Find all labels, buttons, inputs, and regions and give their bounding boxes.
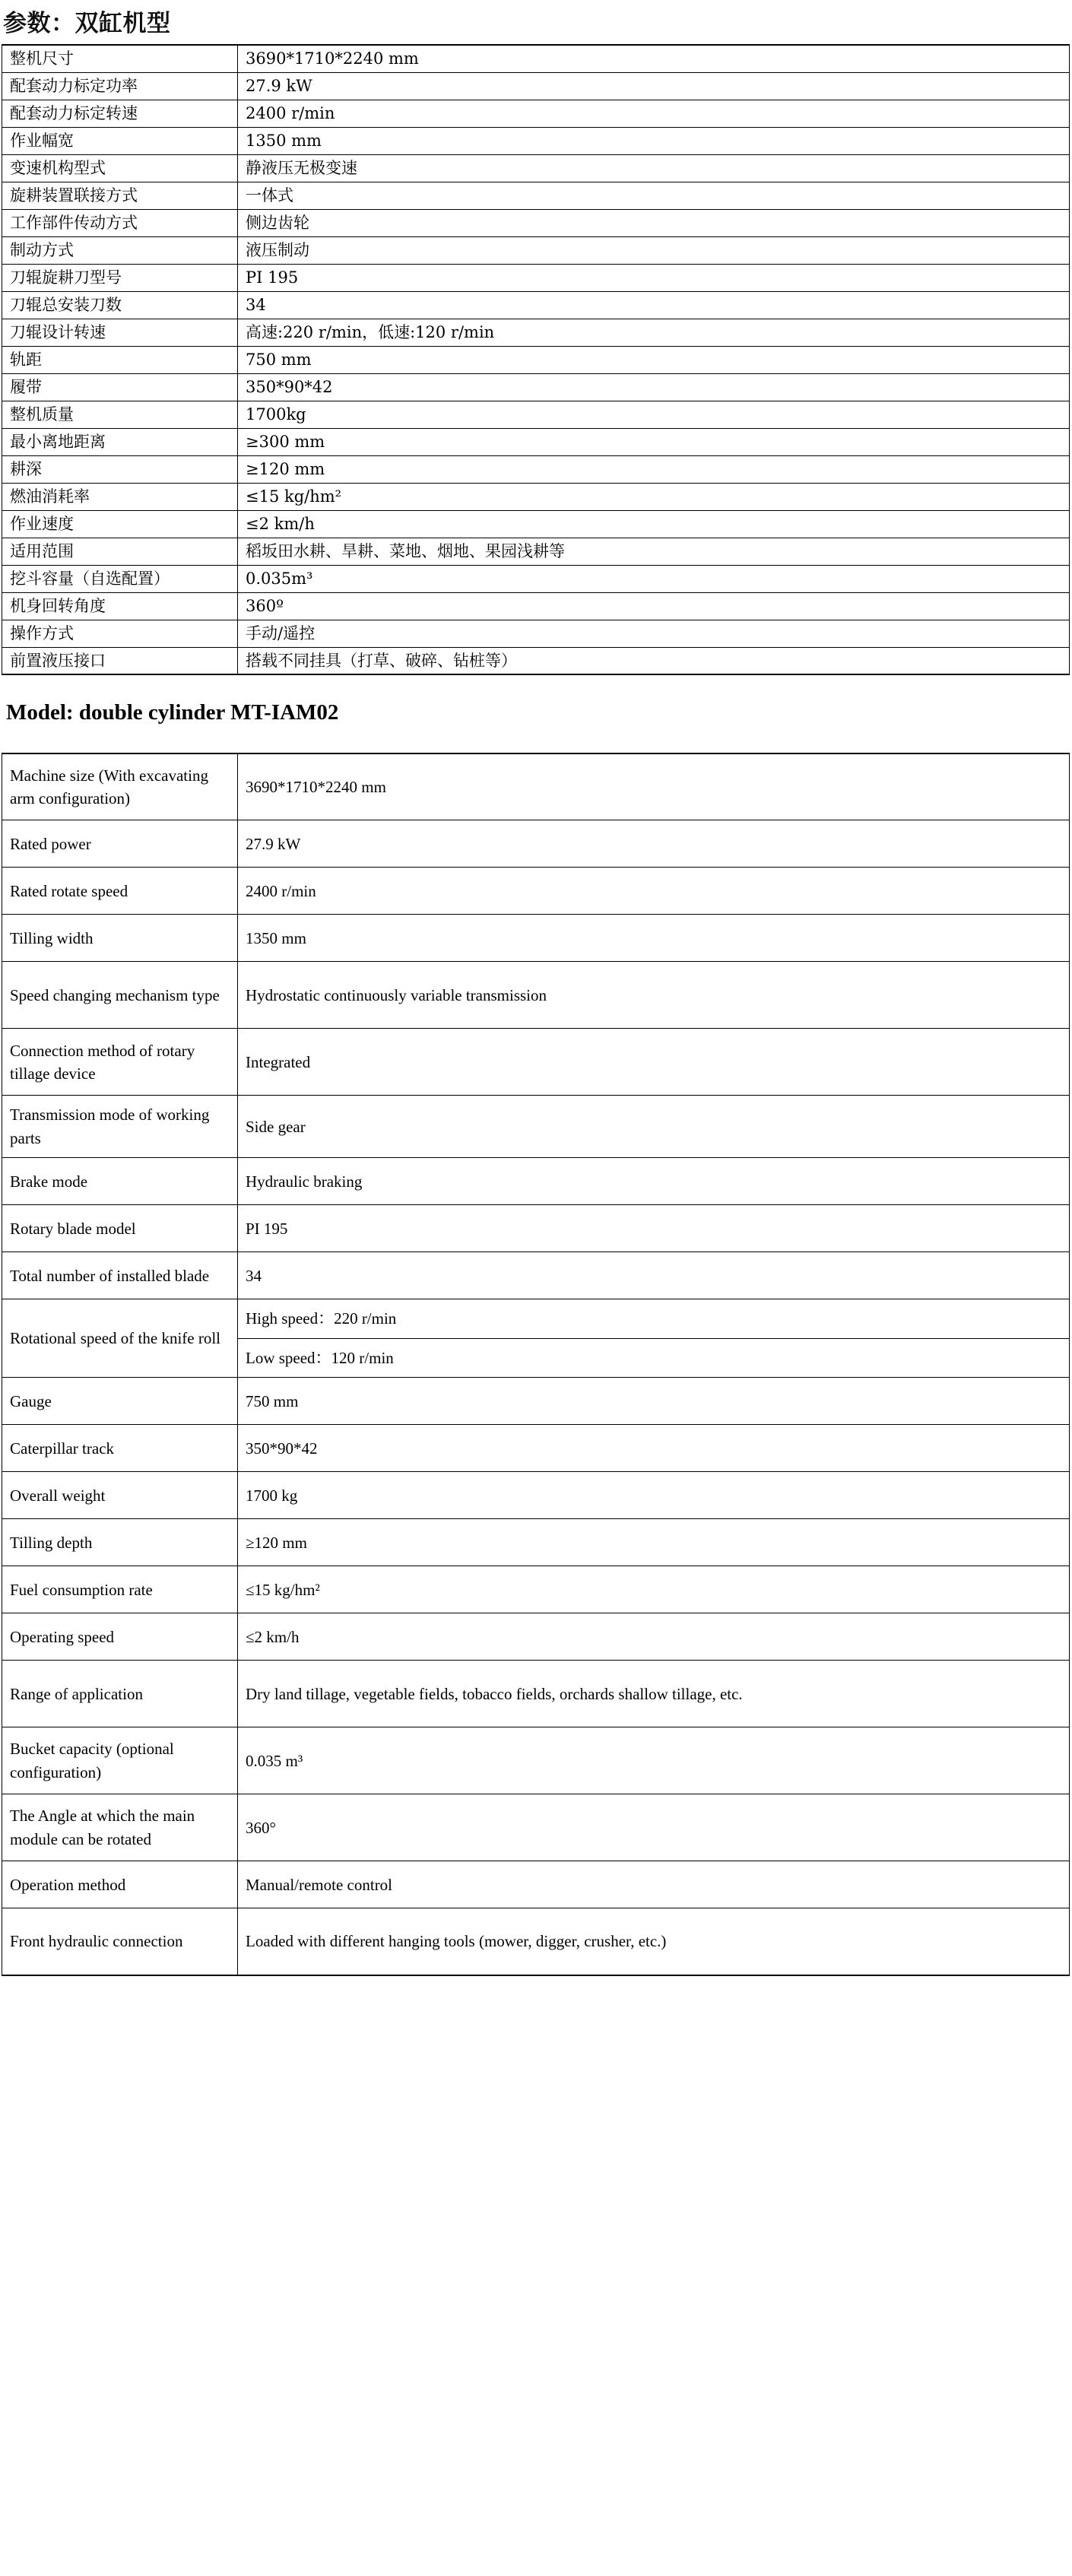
spec-value-cell: 侧边齿轮 [238,209,1070,236]
table-row [2,620,1070,647]
spec-value-cell: 1350 mm [238,127,1070,154]
spec-key-cell: Overall weight [2,1472,238,1519]
spec-value-cell: 0.035m³ [238,565,1070,592]
spec-value-cell: 高速:220 r/min，低速:120 r/min [238,319,1070,346]
table-row [2,455,1070,483]
spec-key-cell: 轨距 [2,346,238,373]
table-row [2,264,1070,291]
spec-key-cell: Range of application [2,1661,238,1727]
spec-value-cell: 2400 r/min [238,100,1070,127]
table-row [2,1519,1070,1566]
spec-key-cell: Caterpillar track [2,1425,238,1472]
table-row [2,1096,1070,1158]
english-section-heading: Model: double cylinder MT-IAM02 [6,700,339,725]
spec-key-cell: 机身回转角度 [2,592,238,620]
spec-value-cell: 27.9 kW [238,820,1070,868]
table-row [2,1029,1070,1096]
spec-value-cell: 3690*1710*2240 mm [238,753,1070,820]
spec-sheet-page [0,5,1072,1976]
spec-value-cell: 搭载不同挂具（打草、破碎、钻桩等） [238,647,1070,674]
spec-key-cell: 操作方式 [2,620,238,647]
table-row [2,820,1070,868]
table-row [2,72,1070,100]
spec-value-cell: ≤2 km/h [238,510,1070,538]
spec-key-cell: 适用范围 [2,538,238,565]
chinese-section-heading: 参数：双缸机型 [3,10,171,37]
spec-key-cell: Tilling depth [2,1519,238,1566]
chinese-spec-table [2,44,1070,675]
spec-value-cell: High speed：220 r/min [238,1299,1069,1338]
spec-key-cell: Operation method [2,1861,238,1908]
table-row [2,1908,1070,1975]
spec-value-cell: ≤2 km/h [238,1613,1070,1661]
table-row [2,127,1070,154]
table-row [2,483,1070,510]
spec-key-cell: 前置液压接口 [2,647,238,674]
spec-key-cell: The Angle at which the main module can be rotated [2,1794,238,1861]
spec-key-cell: Rated power [2,820,238,868]
spec-value-cell: 350*90*42 [238,1425,1070,1472]
spec-value-cell: 1700kg [238,401,1070,428]
spec-key-cell: Rotary blade model [2,1205,238,1252]
table-row [2,1566,1070,1613]
table-row [2,538,1070,565]
spec-key-cell: 整机质量 [2,401,238,428]
spec-value-cell: 750 mm [238,346,1070,373]
spec-key-cell: Operating speed [2,1613,238,1661]
spec-key-cell: Speed changing mechanism type [2,962,238,1029]
table-row [2,1378,1070,1425]
spec-key-cell: 耕深 [2,455,238,483]
table-row [2,428,1070,455]
sub-table-row [238,1299,1069,1338]
spec-key-cell: Connection method of rotary tillage device [2,1029,238,1096]
spec-value-cell: 液压制动 [238,236,1070,264]
spec-key-cell: 挖斗容量（自选配置） [2,565,238,592]
spec-value-cell: ≥300 mm [238,428,1070,455]
table-row [2,1613,1070,1661]
table-row [2,1205,1070,1252]
spec-value-cell: 1700 kg [238,1472,1070,1519]
spec-value-cell: Hydrostatic continuously variable transmission [238,962,1070,1029]
spec-value-cell: Manual/remote control [238,1861,1070,1908]
table-row [2,1861,1070,1908]
spec-key-cell: Machine size (With excavating arm configuration) [2,753,238,820]
table-row [2,1472,1070,1519]
spec-key-cell: Brake mode [2,1158,238,1205]
spec-key-cell: Gauge [2,1378,238,1425]
table-row [2,209,1070,236]
spec-value-cell: 3690*1710*2240 mm [238,45,1070,72]
knife-roll-speed-subtable [238,1299,1069,1377]
spec-value-cell: 350*90*42 [238,373,1070,401]
spec-key-cell: 刀辊旋耕刀型号 [2,264,238,291]
spec-value-cell: Integrated [238,1029,1070,1096]
spec-key-cell: 刀辊设计转速 [2,319,238,346]
spec-key-cell: 履带 [2,373,238,401]
table-row [2,182,1070,209]
spec-value-cell: 手动/遥控 [238,620,1070,647]
spec-value-cell: ≤15 kg/hm² [238,1566,1070,1613]
spec-value-cell: 一体式 [238,182,1070,209]
spec-value-cell: 1350 mm [238,915,1070,962]
spec-value-cell: 360º [238,592,1070,620]
table-row [2,510,1070,538]
table-row [2,1794,1070,1861]
spec-key-cell: 整机尺寸 [2,45,238,72]
spec-value-cell: 0.035 m³ [238,1727,1070,1794]
spec-key-cell: 制动方式 [2,236,238,264]
sub-table-row [238,1338,1069,1377]
table-row [2,1299,1070,1378]
table-row [2,915,1070,962]
spec-value-cell: 静液压无极变速 [238,154,1070,182]
table-row [2,1425,1070,1472]
table-row [2,592,1070,620]
spec-value-cell: ≥120 mm [238,1519,1070,1566]
spec-key-cell: Fuel consumption rate [2,1566,238,1613]
spec-key-cell: Tilling width [2,915,238,962]
spec-value-cell: Hydraulic braking [238,1158,1070,1205]
spec-value-cell: ≤15 kg/hm² [238,483,1070,510]
table-row [2,154,1070,182]
spec-value-cell: Dry land tillage, vegetable fields, tobacco fields, orchards shallow tillage, etc. [238,1661,1070,1727]
spec-key-cell: 配套动力标定转速 [2,100,238,127]
spec-value-cell: Low speed：120 r/min [246,1348,394,1367]
spec-key-cell: 作业幅宽 [2,127,238,154]
table-row [2,291,1070,319]
spec-key-cell: Total number of installed blade [2,1252,238,1299]
table-row [2,401,1070,428]
spec-key-cell: Front hydraulic connection [2,1908,238,1975]
spec-key-cell: 工作部件传动方式 [2,209,238,236]
table-row [2,236,1070,264]
spec-key-cell: 最小离地距离 [2,428,238,455]
spec-value-cell: ≥120 mm [238,455,1070,483]
spec-key-cell: Rated rotate speed [2,868,238,915]
table-row [2,647,1070,674]
spec-value-cell: PI 195 [238,1205,1070,1252]
spec-key-cell: 作业速度 [2,510,238,538]
spec-value-cell: Loaded with different hanging tools (mower, digger, crusher, etc.) [238,1908,1070,1975]
spec-value-cell-split [238,1299,1070,1378]
table-row [2,1252,1070,1299]
spec-value-cell: PI 195 [238,264,1070,291]
spec-value-cell: Side gear [238,1096,1070,1158]
spec-key-cell: Transmission mode of working parts [2,1096,238,1158]
spec-value-cell: 750 mm [238,1378,1070,1425]
spec-value-cell: 34 [238,1252,1070,1299]
spec-key-cell: 变速机构型式 [2,154,238,182]
spec-key-cell: 旋耕装置联接方式 [2,182,238,209]
spec-value-cell: 2400 r/min [238,868,1070,915]
table-row [2,1727,1070,1794]
spec-key-cell: 燃油消耗率 [2,483,238,510]
spec-key-cell: 刀辊总安装刀数 [2,291,238,319]
spec-value-cell: 360° [238,1794,1070,1861]
spec-key-cell: Rotational speed of the knife roll [2,1299,238,1378]
table-row [2,565,1070,592]
spec-value-cell: 27.9 kW [238,72,1070,100]
table-row [2,962,1070,1029]
table-row [2,45,1070,72]
table-row [2,868,1070,915]
table-row [2,346,1070,373]
spec-key-cell: 配套动力标定功率 [2,72,238,100]
table-row [2,753,1070,820]
table-row [2,319,1070,346]
english-spec-table [2,753,1070,1976]
table-row [2,1158,1070,1205]
spec-key-cell: Bucket capacity (optional configuration) [2,1727,238,1794]
spec-value-cell: 34 [238,291,1070,319]
table-row [2,373,1070,401]
spec-value-cell: 稻坂田水耕、旱耕、菜地、烟地、果园浅耕等 [238,538,1070,565]
table-row [2,1661,1070,1727]
table-row [2,100,1070,127]
